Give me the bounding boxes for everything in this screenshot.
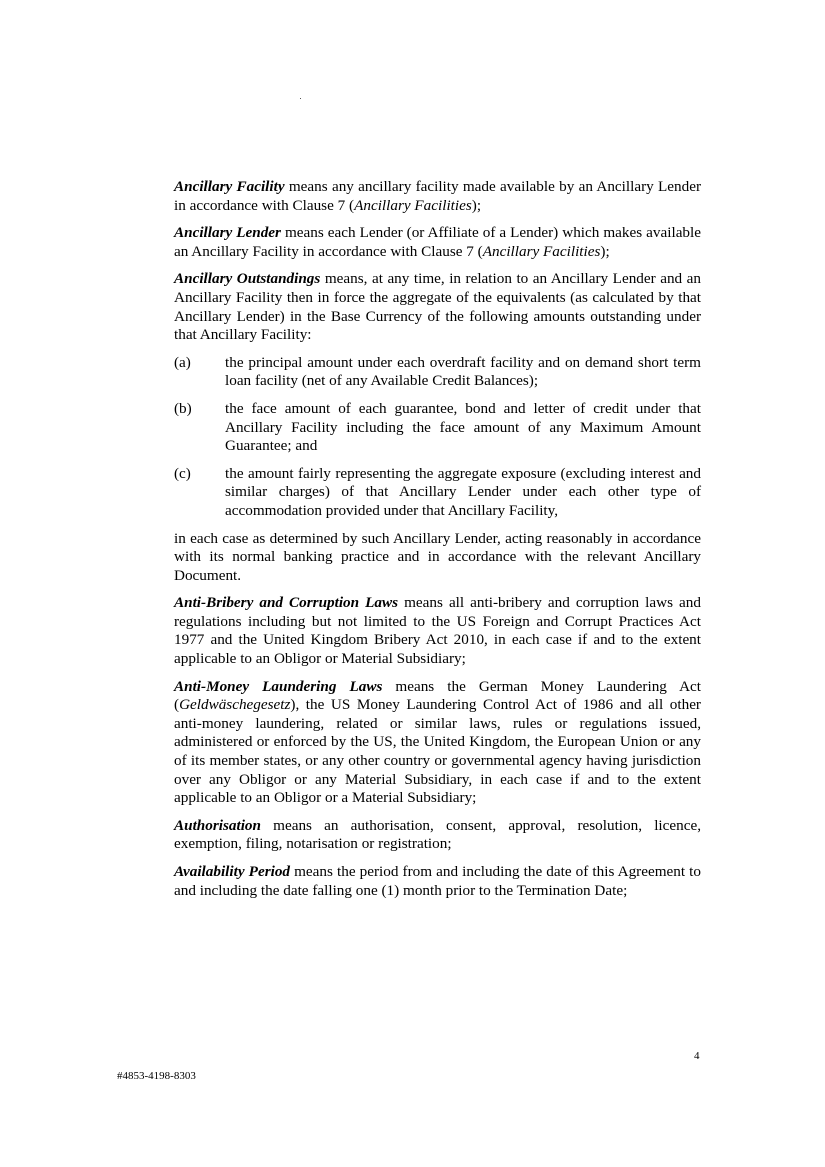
page-mark xyxy=(300,98,301,99)
definition-closing-text: in each case as determined by such Ancillary Lender, acting reasonably in accordance with its normal banking practice and in accordance with the relevant Ancillary Document. xyxy=(174,529,701,584)
defined-term: Availability Period xyxy=(174,863,291,880)
defined-term: Anti-Money Laundering Laws xyxy=(174,677,383,695)
definition-text: means the period from and including the date of this Agreement to and including the date falling one (1) month prior to the Termination Date; xyxy=(174,863,701,899)
page-number: 4 xyxy=(694,1050,700,1062)
list-item-text: the principal amount under each overdraft facility and on demand short term loan facility (net of any Available Credit Balances); xyxy=(225,353,701,390)
definition-text: means the German Money Laundering Act ( xyxy=(174,677,702,714)
defined-term: Ancillary Facility xyxy=(174,178,285,195)
document-id: #4853-4198-8303 xyxy=(117,1070,196,1082)
list-item-label: (c) xyxy=(174,464,191,482)
definition-authorisation xyxy=(174,817,701,854)
list-item-b xyxy=(174,400,701,456)
definition-text: means any ancillary facility made available by an Ancillary Lender in accordance with Clause 7 ( xyxy=(174,178,701,214)
definition-ancillary-outstandings xyxy=(174,270,701,344)
clause-reference: Ancillary Facilities xyxy=(354,196,472,214)
foreign-term: Geldwäschegesetz xyxy=(179,696,291,714)
definitions-section xyxy=(174,178,701,909)
definition-text: means, at any time, in relation to an Ancillary Lender and an Ancillary Facility then in force the aggregate of the equivalents (as calculated by that Ancillary Lender) in the Base Currency of the following amounts outstanding under that Ancillary Facility: xyxy=(174,270,701,344)
list-item-c xyxy=(174,465,701,521)
defined-term: Authorisation xyxy=(174,816,261,834)
list-item-a xyxy=(174,354,701,391)
list-item-text: the amount fairly representing the aggregate exposure (excluding interest and similar charges) of that Ancillary Lender under each other type of accommodation provided under that Ancillary Facility, xyxy=(225,464,701,519)
definition-text: ); xyxy=(600,242,610,260)
definition-text: means all anti-bribery and corruption laws and regulations including but not limited to the US Foreign and Corrupt Practices Act 1977 and the United Kingdom Bribery Act 2010, in each case if and to the extent applicable to an Obligor or Material Subsidiary; xyxy=(174,594,701,668)
definition-ancillary-facility xyxy=(174,178,701,215)
definition-text: ); xyxy=(471,196,482,214)
defined-term: Anti-Bribery and Corruption Laws xyxy=(174,594,399,612)
definition-text: means each Lender (or Affiliate of a Lender) which makes available an Ancillary Facility in accordance with Clause 7 ( xyxy=(174,224,701,260)
clause-reference: Ancillary Facilities xyxy=(482,242,601,260)
list-item-label: (b) xyxy=(174,399,192,417)
definition-anti-bribery xyxy=(174,594,701,668)
list-item-label: (a) xyxy=(174,353,191,371)
defined-term: Ancillary Lender xyxy=(174,224,281,242)
list-item-text: the face amount of each guarantee, bond and letter of credit under that Ancillary Facility including the face amount of any Maximum Amount Guarantee; and xyxy=(225,399,701,455)
definition-anti-money-laundering xyxy=(174,678,701,808)
definition-availability-period xyxy=(174,863,701,900)
definition-text: means an authorisation, consent, approval, resolution, licence, exemption, filing, notarisation or registration; xyxy=(174,816,701,853)
definition-ancillary-lender xyxy=(174,224,701,261)
defined-term: Ancillary Outstandings xyxy=(174,270,321,288)
definition-text: ), the US Money Laundering Control Act of 1986 and all other anti-money laundering, related or similar laws, rules or regulations issued, administered or enforced by the US, the United Kingdom, the European Union or any of its member states, or any other country or governmental agency having jurisdiction over any Obligor or any Material Subsidiary, in each case if and to the extent applicable to an Obligor or a Material Subsidiary; xyxy=(174,696,701,807)
